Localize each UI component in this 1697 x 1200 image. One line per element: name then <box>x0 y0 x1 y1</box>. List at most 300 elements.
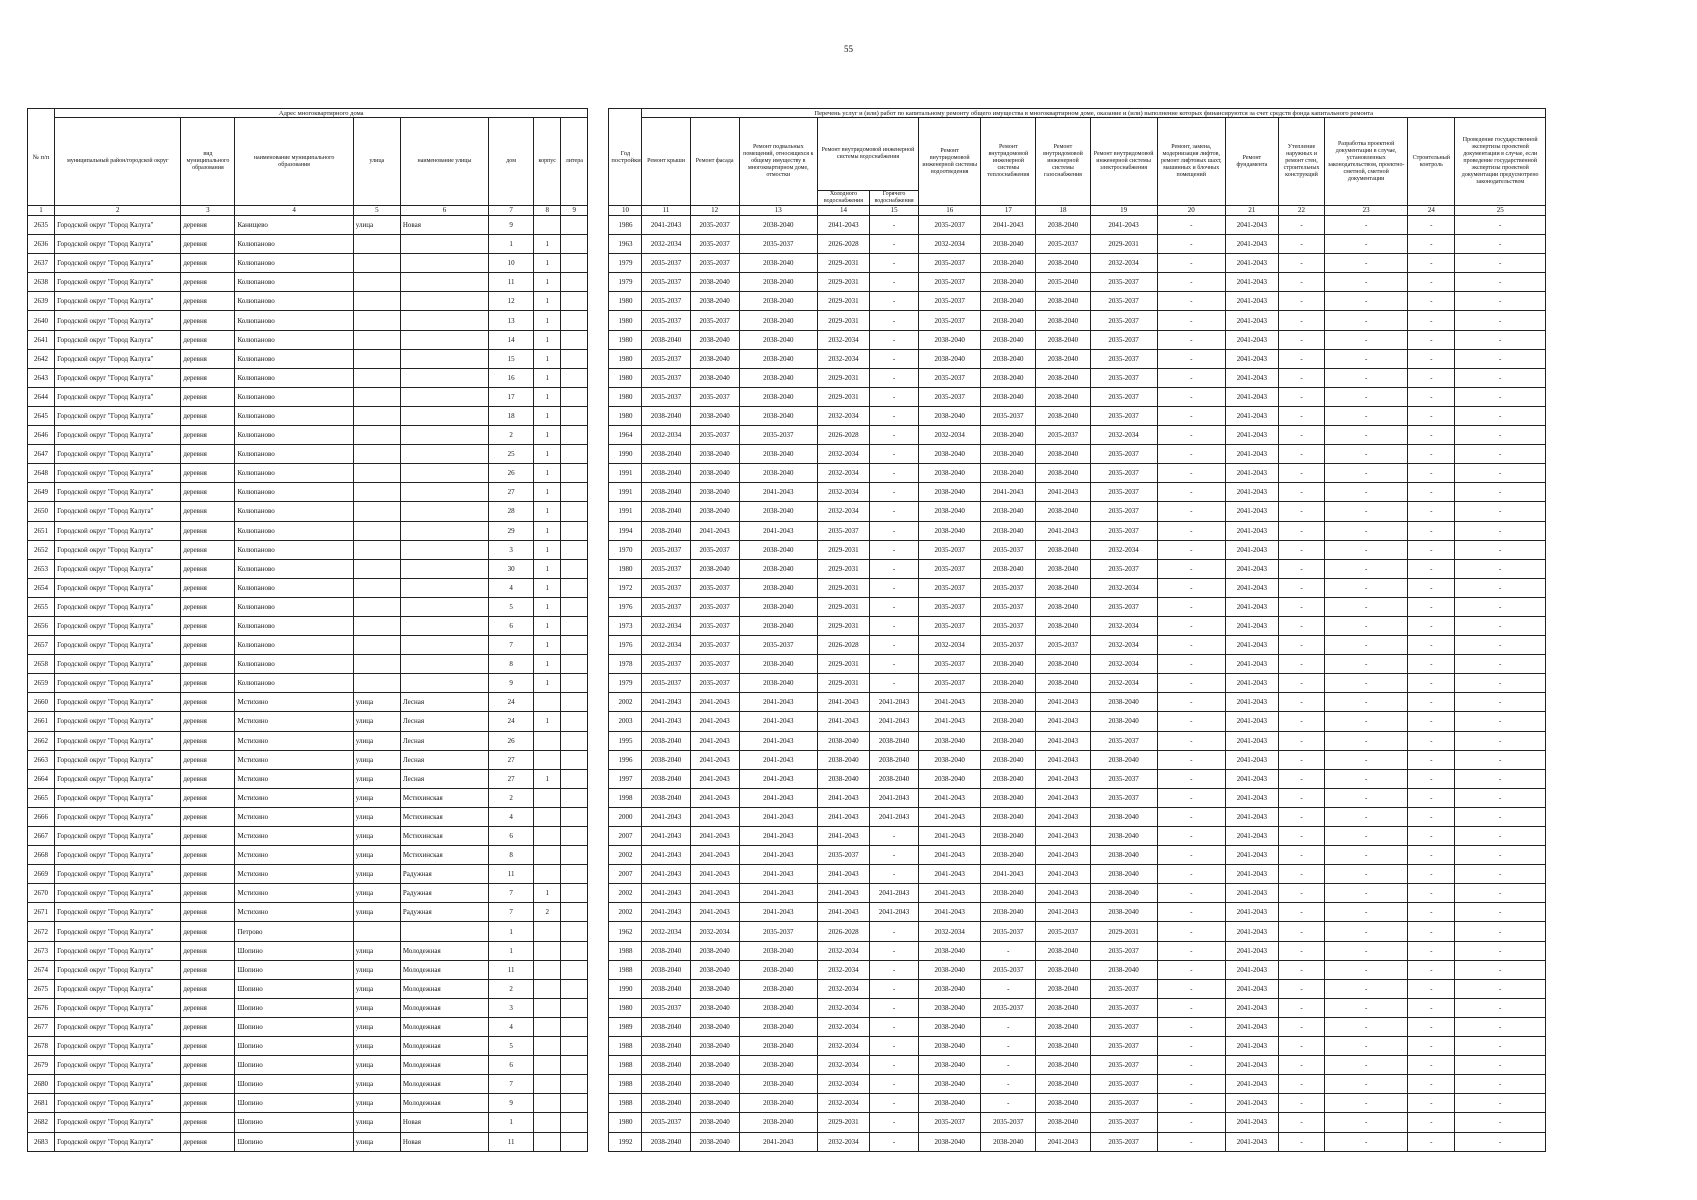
table-cell <box>561 731 588 750</box>
table-cell: - <box>870 292 919 311</box>
table-cell: - <box>1455 445 1546 464</box>
table-row <box>28 311 1546 330</box>
table-cell <box>353 464 400 483</box>
table-cell: 2041-2043 <box>1225 254 1278 273</box>
table-cell: 2038-2040 <box>981 712 1036 731</box>
table-cell: 2032-2034 <box>919 426 981 445</box>
table-cell: улица <box>353 865 400 884</box>
table-cell: 2035-2037 <box>1090 941 1157 960</box>
table-cell: 2041-2043 <box>690 693 739 712</box>
table-cell: 2029-2031 <box>817 578 869 597</box>
table-row <box>28 597 1546 616</box>
table-cell: 2647 <box>28 445 55 464</box>
table-cell: Колюпаново <box>235 674 353 693</box>
table-cell: 2038-2040 <box>1036 1075 1090 1094</box>
table-cell: - <box>1408 235 1455 254</box>
table-cell: деревня <box>181 464 235 483</box>
table-cell: деревня <box>181 1017 235 1036</box>
col-header-17: Ремонт внутридомовой инженерной системы теплоснабжения <box>981 118 1036 206</box>
table-cell: 2032-2034 <box>817 1075 869 1094</box>
table-cell <box>561 769 588 788</box>
table-cell: Молодежная <box>400 1056 488 1075</box>
table-cell: 2041-2043 <box>690 521 739 540</box>
table-cell: 2038-2040 <box>690 559 739 578</box>
table-cell: - <box>1455 349 1546 368</box>
table-cell: Городской округ "Город Калуга" <box>55 330 181 349</box>
table-cell: 2029-2031 <box>817 273 869 292</box>
table-cell: - <box>870 1113 919 1132</box>
table-cell: - <box>1278 464 1324 483</box>
table-cell <box>400 254 488 273</box>
table-cell: - <box>870 559 919 578</box>
col-header-7: дом <box>489 118 534 206</box>
table-cell: - <box>1455 922 1546 941</box>
table-cell: 2041-2043 <box>739 884 817 903</box>
table-cell: 2032-2034 <box>1090 540 1157 559</box>
table-cell: 2029-2031 <box>817 387 869 406</box>
table-cell: - <box>870 1075 919 1094</box>
table-cell: 2640 <box>28 311 55 330</box>
table-cell <box>561 922 588 941</box>
table-cell: деревня <box>181 597 235 616</box>
table-cell: деревня <box>181 960 235 979</box>
table-cell: Лесная <box>400 731 488 750</box>
table-cell: 2666 <box>28 807 55 826</box>
table-cell: 2038-2040 <box>642 979 690 998</box>
table-cell: - <box>870 1094 919 1113</box>
table-row <box>28 846 1546 865</box>
table-cell: деревня <box>181 1094 235 1113</box>
table-cell: 2038-2040 <box>981 559 1036 578</box>
table-cell: 2639 <box>28 292 55 311</box>
table-cell: - <box>1157 1056 1225 1075</box>
col-header-11: Ремонт крыши <box>642 118 690 206</box>
table-cell: 1990 <box>609 445 642 464</box>
table-cell: 2038-2040 <box>739 273 817 292</box>
table-cell: - <box>1325 483 1408 502</box>
table-cell: 2041-2043 <box>1036 865 1090 884</box>
table-cell: - <box>1278 865 1324 884</box>
table-cell: Городской округ "Город Калуга" <box>55 903 181 922</box>
table-cell: 1963 <box>609 235 642 254</box>
table-cell: 2038-2040 <box>1036 368 1090 387</box>
table-cell: 2038-2040 <box>642 750 690 769</box>
table-cell: 2038-2040 <box>981 311 1036 330</box>
table-cell <box>534 1094 561 1113</box>
table-cell: 1 <box>534 330 561 349</box>
table-cell: деревня <box>181 712 235 731</box>
table-cell: 2038-2040 <box>919 406 981 425</box>
table-cell: 1991 <box>609 502 642 521</box>
table-cell: 2038-2040 <box>981 731 1036 750</box>
table-cell: 2035-2037 <box>919 616 981 635</box>
table-cell: 2035-2037 <box>1090 330 1157 349</box>
table-cell: улица <box>353 712 400 731</box>
table-cell <box>353 502 400 521</box>
table-cell: 2029-2031 <box>817 254 869 273</box>
table-cell: 9 <box>489 216 534 235</box>
table-cell: 2038-2040 <box>919 445 981 464</box>
table-cell: 2671 <box>28 903 55 922</box>
table-cell: Городской округ "Город Калуга" <box>55 387 181 406</box>
table-cell: - <box>1278 1094 1324 1113</box>
column-gap <box>588 788 609 807</box>
table-row <box>28 1094 1546 1113</box>
table-cell: - <box>1455 597 1546 616</box>
table-cell: 2041-2043 <box>1225 693 1278 712</box>
table-row <box>28 750 1546 769</box>
table-cell: Мстихино <box>235 693 353 712</box>
table-cell <box>353 559 400 578</box>
table-cell: Колюпаново <box>235 292 353 311</box>
table-cell: 2041-2043 <box>1225 349 1278 368</box>
table-cell: 2038-2040 <box>919 1094 981 1113</box>
table-cell: 2038-2040 <box>642 330 690 349</box>
table-cell: - <box>1278 1037 1324 1056</box>
table-cell: - <box>1455 559 1546 578</box>
table-cell: 2041-2043 <box>690 807 739 826</box>
table-cell: Колюпаново <box>235 445 353 464</box>
table-cell: 1979 <box>609 254 642 273</box>
table-cell: - <box>870 235 919 254</box>
table-cell <box>353 235 400 254</box>
table-cell: 2041-2043 <box>1225 292 1278 311</box>
table-cell: 2035-2037 <box>642 387 690 406</box>
table-cell: 2035-2037 <box>1090 292 1157 311</box>
table-cell <box>561 998 588 1017</box>
table-cell: 2041-2043 <box>1036 903 1090 922</box>
table-cell: 1988 <box>609 941 642 960</box>
table-cell: 1 <box>534 445 561 464</box>
table-cell: 2035-2037 <box>919 674 981 693</box>
table-cell: - <box>1408 521 1455 540</box>
table-cell: 2035-2037 <box>690 655 739 674</box>
table-cell: 2038-2040 <box>1036 960 1090 979</box>
table-cell: 2035-2037 <box>919 292 981 311</box>
table-cell: 2035-2037 <box>1090 1017 1157 1036</box>
table-cell: 2041-2043 <box>739 827 817 846</box>
table-cell: 2035-2037 <box>981 1113 1036 1132</box>
table-cell: 2032-2034 <box>919 636 981 655</box>
table-cell: 2029-2031 <box>817 674 869 693</box>
table-cell: - <box>1325 1132 1408 1151</box>
column-gap <box>588 368 609 387</box>
table-cell: деревня <box>181 1056 235 1075</box>
table-cell: - <box>1408 426 1455 445</box>
column-gap <box>588 311 609 330</box>
table-cell: 2660 <box>28 693 55 712</box>
table-cell: 2038-2040 <box>690 1113 739 1132</box>
table-cell <box>400 330 488 349</box>
table-cell: 1980 <box>609 559 642 578</box>
table-cell: - <box>1157 1094 1225 1113</box>
table-cell: 2035-2037 <box>690 254 739 273</box>
table-cell: Молодежная <box>400 1075 488 1094</box>
table-cell: - <box>1157 292 1225 311</box>
table-cell: - <box>1157 960 1225 979</box>
col-header-20: Ремонт, замена, модернизация лифтов, ремонт лифтовых шахт, машинных и блочных помещений <box>1157 118 1225 206</box>
table-cell: Мстихино <box>235 788 353 807</box>
table-cell: деревня <box>181 731 235 750</box>
table-cell: - <box>1278 1017 1324 1036</box>
table-cell <box>400 674 488 693</box>
table-cell: - <box>1455 693 1546 712</box>
table-cell: 2041-2043 <box>739 807 817 826</box>
column-number: 15 <box>870 206 919 216</box>
table-cell: 2641 <box>28 330 55 349</box>
table-cell: 2026-2028 <box>817 426 869 445</box>
column-gap <box>588 1094 609 1113</box>
table-cell: - <box>1157 426 1225 445</box>
table-cell: Городской округ "Город Калуга" <box>55 502 181 521</box>
table-cell: 11 <box>489 960 534 979</box>
table-cell: 2038-2040 <box>739 1056 817 1075</box>
table-cell: 2032-2034 <box>642 235 690 254</box>
table-cell <box>561 406 588 425</box>
table-cell: - <box>1325 445 1408 464</box>
column-number: 17 <box>981 206 1036 216</box>
table-cell: - <box>1455 750 1546 769</box>
table-cell: - <box>1408 597 1455 616</box>
table-cell: 2038-2040 <box>919 1017 981 1036</box>
table-cell: 1988 <box>609 1056 642 1075</box>
table-cell: 2038-2040 <box>981 788 1036 807</box>
table-cell: - <box>1325 1056 1408 1075</box>
table-cell: - <box>1157 979 1225 998</box>
table-cell: 1991 <box>609 483 642 502</box>
table-cell: 2041-2043 <box>1225 235 1278 254</box>
table-cell: Городской округ "Город Калуга" <box>55 292 181 311</box>
table-cell <box>561 750 588 769</box>
table-cell: - <box>1278 406 1324 425</box>
table-cell: 2035-2037 <box>1090 445 1157 464</box>
table-cell: - <box>1408 273 1455 292</box>
table-cell: 2026-2028 <box>817 235 869 254</box>
table-cell: 2038-2040 <box>739 368 817 387</box>
table-cell: Городской округ "Город Калуга" <box>55 979 181 998</box>
table-cell: 2035-2037 <box>1036 426 1090 445</box>
table-row <box>28 368 1546 387</box>
table-cell: 2038-2040 <box>981 807 1036 826</box>
table-cell <box>534 1037 561 1056</box>
table-cell <box>561 387 588 406</box>
table-cell: 2035-2037 <box>919 273 981 292</box>
table-row <box>28 464 1546 483</box>
table-cell: 2035-2037 <box>1090 311 1157 330</box>
table-cell: - <box>1455 655 1546 674</box>
table-cell: - <box>1278 521 1324 540</box>
table-cell: - <box>870 597 919 616</box>
table-cell: - <box>1157 712 1225 731</box>
table-cell <box>534 1056 561 1075</box>
table-cell: 2038-2040 <box>981 235 1036 254</box>
table-cell: 2035-2037 <box>919 578 981 597</box>
table-cell: Городской округ "Город Калуга" <box>55 788 181 807</box>
table-cell: 2035-2037 <box>690 636 739 655</box>
table-cell: деревня <box>181 235 235 254</box>
table-cell <box>534 1017 561 1036</box>
table-cell: 2035-2037 <box>1090 769 1157 788</box>
table-cell: 2038-2040 <box>642 1094 690 1113</box>
table-cell: 2032-2034 <box>642 426 690 445</box>
table-row <box>28 1037 1546 1056</box>
table-row <box>28 903 1546 922</box>
table-cell <box>534 846 561 865</box>
table-cell: - <box>1325 903 1408 922</box>
table-cell <box>400 387 488 406</box>
table-cell: деревня <box>181 693 235 712</box>
table-cell: 2026-2028 <box>817 636 869 655</box>
table-cell: 2038-2040 <box>690 1017 739 1036</box>
table-cell: - <box>1325 865 1408 884</box>
column-number: 11 <box>642 206 690 216</box>
table-cell: 2038-2040 <box>690 1037 739 1056</box>
table-cell: 2038-2040 <box>739 349 817 368</box>
table-cell: 2679 <box>28 1056 55 1075</box>
table-cell: - <box>1278 368 1324 387</box>
table-cell: - <box>1278 807 1324 826</box>
table-cell <box>561 616 588 635</box>
table-cell: 2646 <box>28 426 55 445</box>
table-cell: - <box>1455 827 1546 846</box>
column-number: 18 <box>1036 206 1090 216</box>
table-cell: 2038-2040 <box>642 941 690 960</box>
table-cell: 2038-2040 <box>739 655 817 674</box>
table-cell: 2007 <box>609 827 642 846</box>
table-cell: 2029-2031 <box>817 559 869 578</box>
table-cell: - <box>870 483 919 502</box>
table-row <box>28 1113 1546 1132</box>
table-cell: 2668 <box>28 846 55 865</box>
table-cell <box>534 922 561 941</box>
table-cell: 2032-2034 <box>1090 254 1157 273</box>
table-cell: - <box>1455 979 1546 998</box>
table-cell: - <box>1325 502 1408 521</box>
table-cell <box>400 406 488 425</box>
table-cell <box>561 521 588 540</box>
table-cell: 2038-2040 <box>1036 1113 1090 1132</box>
table-cell: - <box>1157 731 1225 750</box>
table-cell: Городской округ "Город Калуга" <box>55 636 181 655</box>
table-cell: - <box>1157 693 1225 712</box>
table-cell: Колюпаново <box>235 254 353 273</box>
table-cell: 2041-2043 <box>1225 712 1278 731</box>
table-cell: 2041-2043 <box>1225 406 1278 425</box>
table-cell: - <box>870 406 919 425</box>
table-cell: 2035-2037 <box>642 311 690 330</box>
table-cell: - <box>1278 903 1324 922</box>
table-cell: Молодежная <box>400 1037 488 1056</box>
table-cell: Городской округ "Город Калуга" <box>55 1132 181 1151</box>
table-cell: 2038-2040 <box>642 502 690 521</box>
capital-repair-table <box>27 108 1546 1152</box>
column-number: 19 <box>1090 206 1157 216</box>
table-cell: - <box>1408 578 1455 597</box>
table-row <box>28 941 1546 960</box>
col-header-21: Ремонт фундамента <box>1225 118 1278 206</box>
column-number: 12 <box>690 206 739 216</box>
table-cell: 2035-2037 <box>739 636 817 655</box>
column-number: 1 <box>28 206 55 216</box>
table-cell: Колюпаново <box>235 311 353 330</box>
table-cell: 1 <box>534 464 561 483</box>
column-gap <box>588 807 609 826</box>
table-cell: 2038-2040 <box>919 998 981 1017</box>
column-gap <box>588 1075 609 1094</box>
table-cell: 1 <box>534 387 561 406</box>
table-cell: - <box>1325 979 1408 998</box>
table-cell: - <box>1455 426 1546 445</box>
table-cell: 24 <box>489 712 534 731</box>
col-header-24: Строительный контроль <box>1408 118 1455 206</box>
table-cell: 2041-2043 <box>1225 655 1278 674</box>
table-cell: 2035-2037 <box>642 998 690 1017</box>
table-cell: 1980 <box>609 292 642 311</box>
col-header-6: наименование улицы <box>400 118 488 206</box>
table-cell: 1980 <box>609 311 642 330</box>
table-cell: 2038-2040 <box>981 521 1036 540</box>
table-cell: 2038-2040 <box>1036 578 1090 597</box>
table-row <box>28 655 1546 674</box>
table-cell: - <box>1278 731 1324 750</box>
table-cell: 2032-2034 <box>690 922 739 941</box>
table-cell: Колюпаново <box>235 349 353 368</box>
table-cell <box>534 750 561 769</box>
table-cell: 2035-2037 <box>739 922 817 941</box>
table-cell: деревня <box>181 884 235 903</box>
table-cell: Мстихино <box>235 903 353 922</box>
table-cell: - <box>1278 750 1324 769</box>
table-cell: - <box>1408 368 1455 387</box>
table-cell: 2038-2040 <box>739 406 817 425</box>
table-cell: 2041-2043 <box>919 712 981 731</box>
table-cell: 27 <box>489 483 534 502</box>
table-cell: 2038-2040 <box>690 445 739 464</box>
column-gap <box>588 406 609 425</box>
table-cell: 2041-2043 <box>1225 769 1278 788</box>
table-cell: 2041-2043 <box>1225 636 1278 655</box>
column-gap <box>588 750 609 769</box>
table-cell: Лесная <box>400 750 488 769</box>
table-cell: Колюпаново <box>235 597 353 616</box>
table-cell: 2032-2034 <box>817 1094 869 1113</box>
table-cell <box>353 521 400 540</box>
table-cell: 27 <box>489 769 534 788</box>
table-cell: - <box>1278 884 1324 903</box>
table-cell: 2655 <box>28 597 55 616</box>
col-header-2: муниципальный район/городской округ <box>55 118 181 206</box>
table-cell: - <box>1455 521 1546 540</box>
table-cell: 2038-2040 <box>642 788 690 807</box>
table-cell: 2 <box>489 979 534 998</box>
column-number: 25 <box>1455 206 1546 216</box>
table-cell: 1980 <box>609 1113 642 1132</box>
column-gap <box>588 1037 609 1056</box>
table-cell: 2041-2043 <box>981 216 1036 235</box>
table-cell: - <box>1408 712 1455 731</box>
column-gap <box>588 616 609 635</box>
col-header-12: Ремонт фасада <box>690 118 739 206</box>
table-cell: 2038-2040 <box>642 960 690 979</box>
table-cell: 1994 <box>609 521 642 540</box>
table-cell: 2672 <box>28 922 55 941</box>
table-cell: - <box>1408 636 1455 655</box>
table-cell: 2643 <box>28 368 55 387</box>
page-number: 55 <box>844 44 853 54</box>
table-cell: 2041-2043 <box>919 693 981 712</box>
table-cell: 2038-2040 <box>981 254 1036 273</box>
table-cell: Колюпаново <box>235 483 353 502</box>
